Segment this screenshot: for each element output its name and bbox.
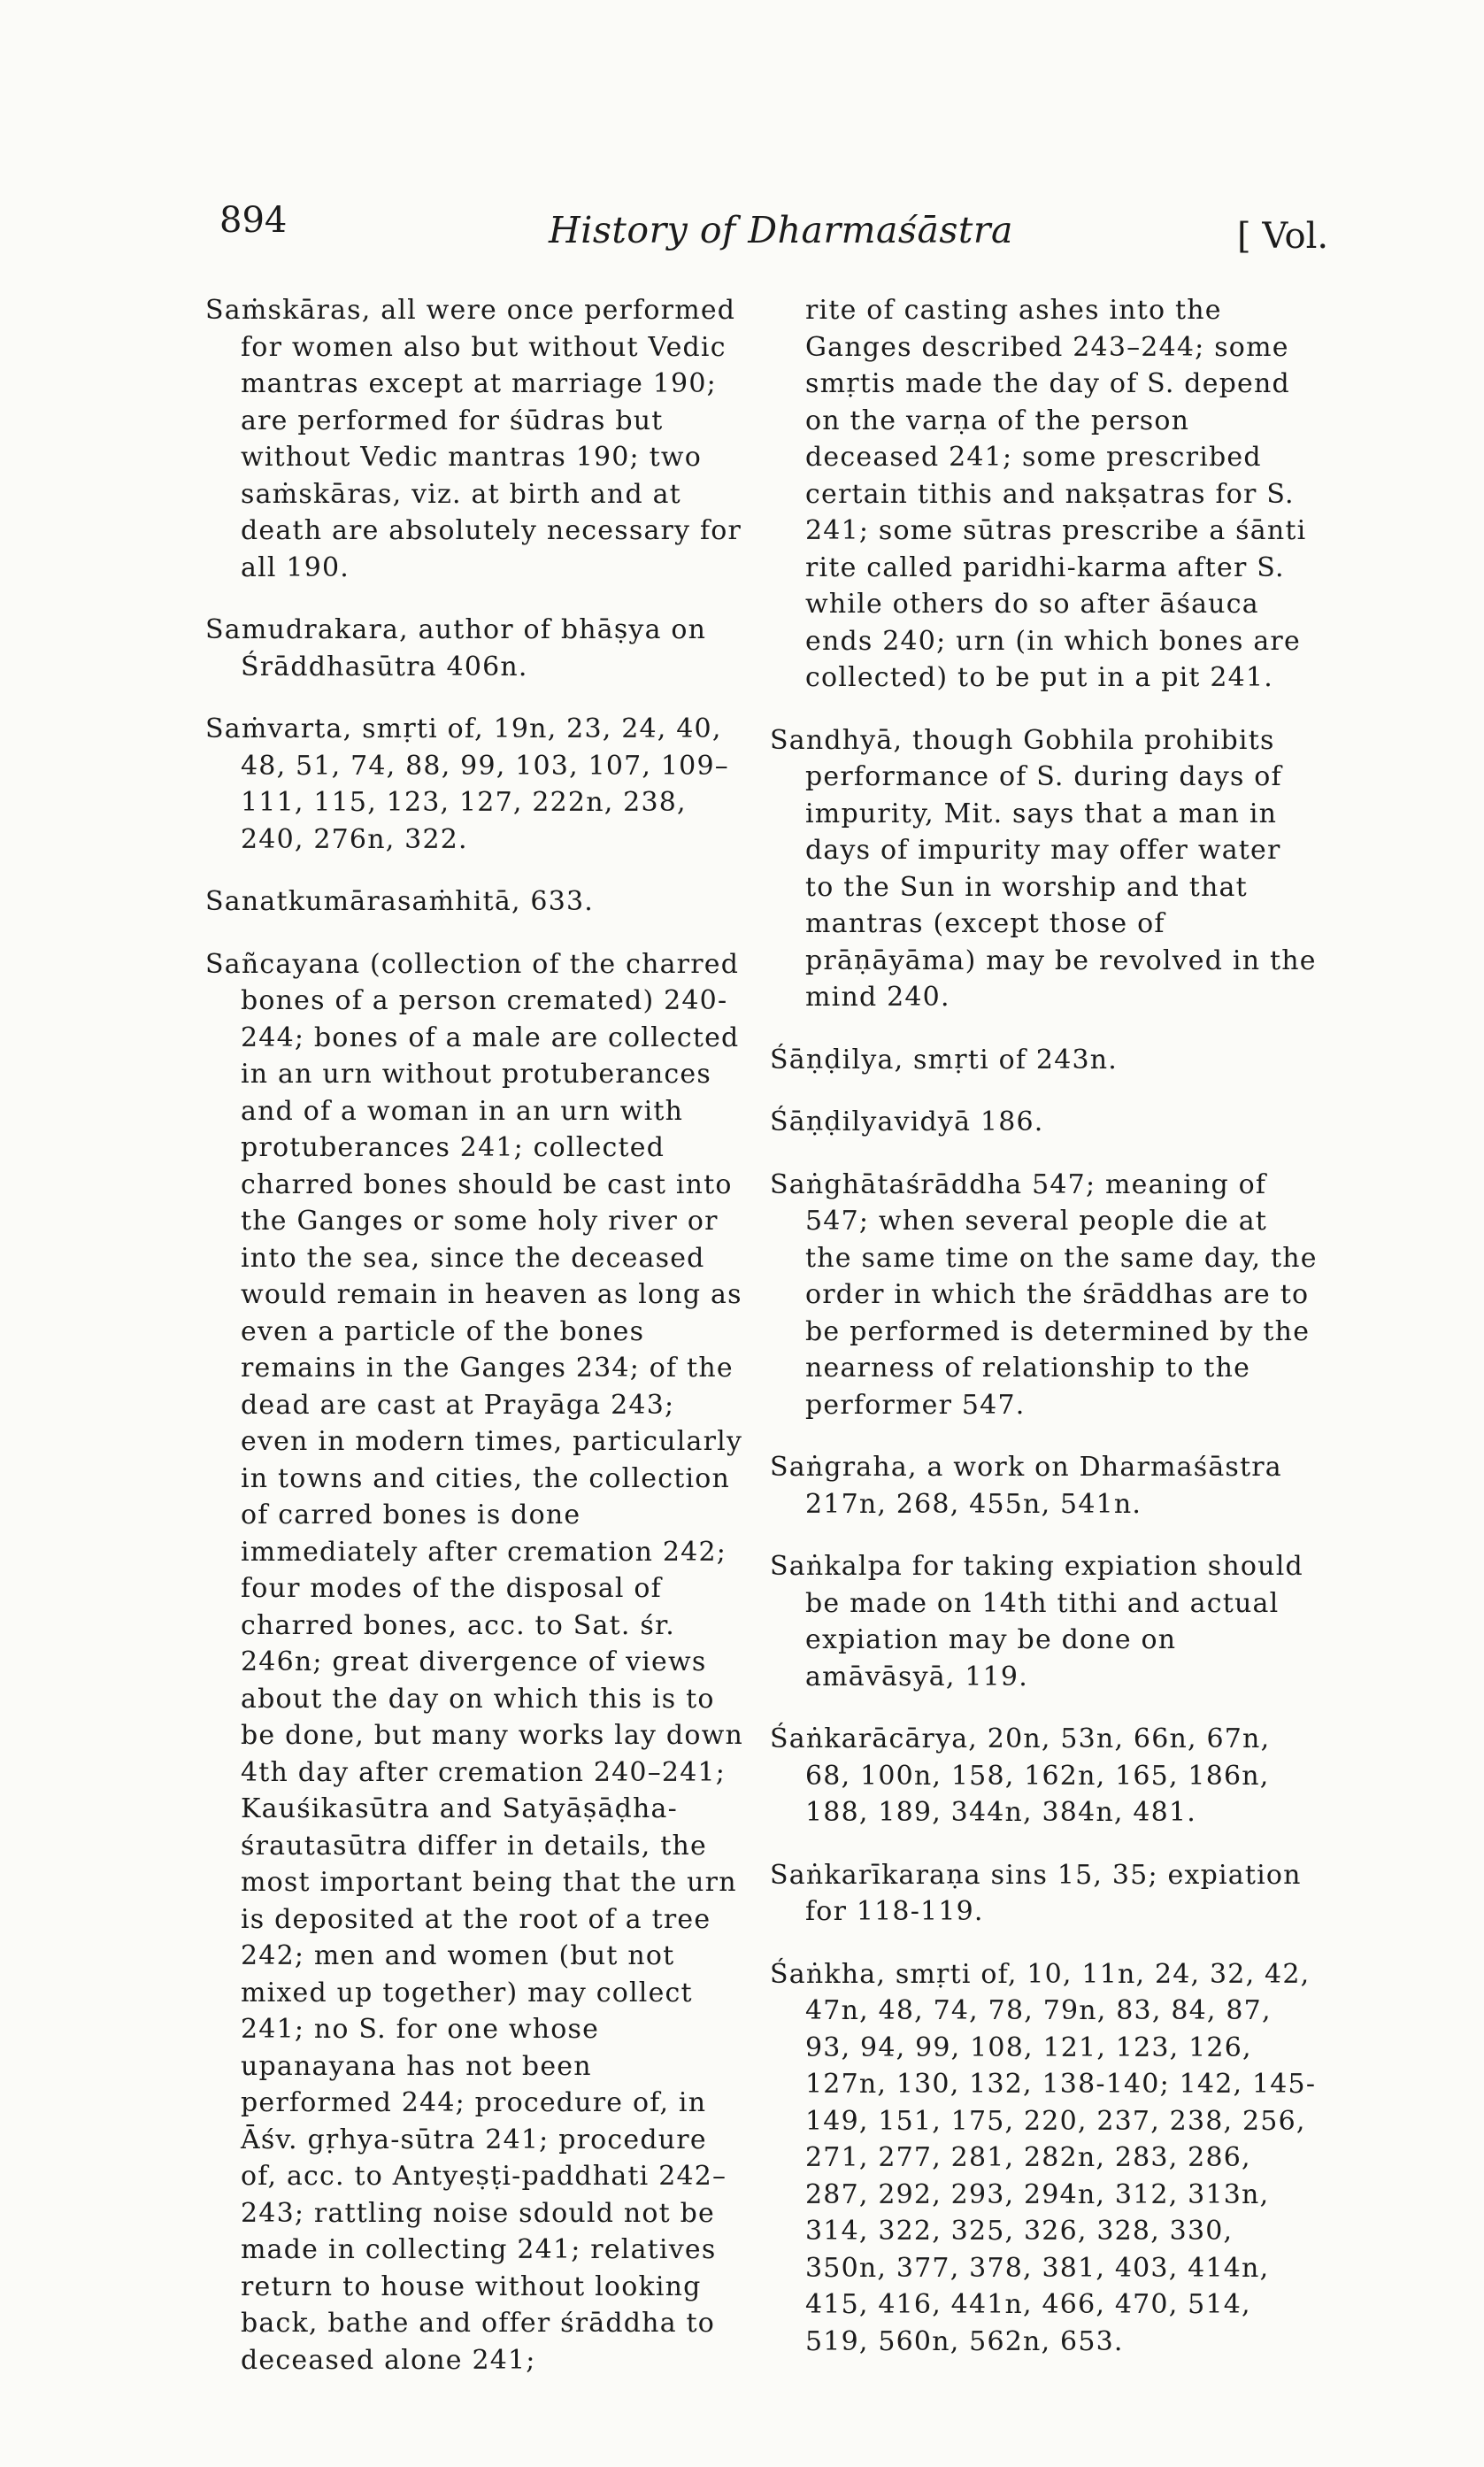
index-entry-continuation: rite of casting ashes into the Ganges described 243–244; some smṛtis made the day of S. depend on the varṇa of the person deceased 241; some prescribed certain tithis and nakṣatras for S. 241; some sūtras prescribe a śānti rite called paridhi-karma after S. while others do so after āśauca ends 240; urn (in which bones are collected) to be put in a pit 241. (805, 295, 1307, 693)
index-entry: Sanatkumārasaṁhitā, 633. (205, 886, 595, 917)
volume-label: [ Vol. (1237, 216, 1329, 257)
index-entry: Saṁvarta, smṛti of, 19n, 23, 24, 40, 48, 51, 74, 88, 99, 103, 107, 109–111, 115, 123, 127, 222n, 238, 240, 276n, 322. (205, 713, 729, 855)
index-entry: Sañcayana (collection of the charred bones of a person cremated) 240-244; bones of a male are collected in an urn without protuberances and of a woman in an urn with protuberances 241; collected charred bones should be cast into the Ganges or some holy river or into the sea, since the deceased would remain in heaven as long as even a particle of the bones remains in the Ganges 234; of the dead are cast at Prayāga 243; even in modern times, particularly in towns and cities, the collection of carred bones is done immediately after cremation 242; four modes of the disposal of charred bones, acc. to Sat. śr. 246n; great divergence of views about the day on which this is to be done, but many works lay down 4th day after cremation 240–241; Kauśikasūtra and Satyāṣāḍha-śrautasūtra differ in details, the most important being that the urn is deposited at the root of a tree 242; men and women (but not mixed up together) may collect 241; no S. for one whose upanayana has not been performed 244; procedure of, in Āśv. gṛhya-sūtra 241; procedure of, acc. to Antyeṣṭi-paddhati 242–243; rattling noise sdould not be made in collecting 241; relatives return to house without looking back, bathe and offer śrāddha to deceased alone 241; (205, 948, 743, 2376)
index-entry: Śāṇḍilya, smṛti of 243n. (770, 1044, 1119, 1075)
index-entry: Śaṅkha, smṛti of, 10, 11n, 24, 32, 42, 47n, 48, 74, 78, 79n, 83, 84, 87, 93, 94, 99, 108, 121, 123, 126, 127n, 130, 132, 138-140; 142, 145-149, 151, 175, 220, 237, 238, 256, 271, 277, 281, 282n, 283, 286, 287, 292, 293, 294n, 312, 313n, 314, 322, 325, 326, 328, 330, 350n, 377, 378, 381, 403, 414n, 415, 416, 441n, 466, 470, 514, 519, 560n, 562n, 653. (770, 1958, 1317, 2357)
index-entry: Śaṅkarācārya, 20n, 53n, 66n, 67n, 68, 100n, 158, 162n, 165, 186n, 188, 189, 344n, 384n, 481. (770, 1723, 1271, 1828)
page-header (0, 200, 1484, 271)
index-column-right (770, 292, 1319, 2360)
index-entry: Samudrakara, author of bhāṣya on Śrāddhasūtra 406n. (205, 614, 707, 682)
index-entry: Saṅghātaśrāddha 547; meaning of 547; when several people die at the same time on the same day, the order in which the śrāddhas are to be performed is determined by the nearness of relationship to the performer 547. (770, 1168, 1318, 1421)
running-title: History of Dharmaśāstra (549, 209, 1013, 251)
index-entry: Saṁskāras, all were once performed for women also but without Vedic mantras except at marriage 190; are performed for śūdras but without Vedic mantras 190; two saṁskāras, viz. at birth and at death are absolutely necessary for all 190. (205, 295, 742, 583)
index-entry: Saṅgraha, a work on Dharmaśāstra 217n, 268, 455n, 541n. (770, 1452, 1282, 1520)
index-entry: Saṅkalpa for taking expiation should be made on 14th tithi and actual expiation may be done on amāvāsyā, 119. (770, 1551, 1303, 1692)
index-entry: Sandhyā, though Gobhila prohibits performance of S. during days of impurity, Mit. says that a man in days of impurity may offer water to the Sun in worship and that mantras (except those of prāṇāyāma) may be revolved in the mind 240. (770, 724, 1317, 1013)
index-column-left (205, 292, 745, 2378)
index-entry: Śāṇḍilyavidyā 186. (770, 1106, 1044, 1137)
page-number: 894 (219, 200, 288, 241)
index-entry: Saṅkarīkaraṇa sins 15, 35; expiation for 118-119. (770, 1859, 1302, 1927)
